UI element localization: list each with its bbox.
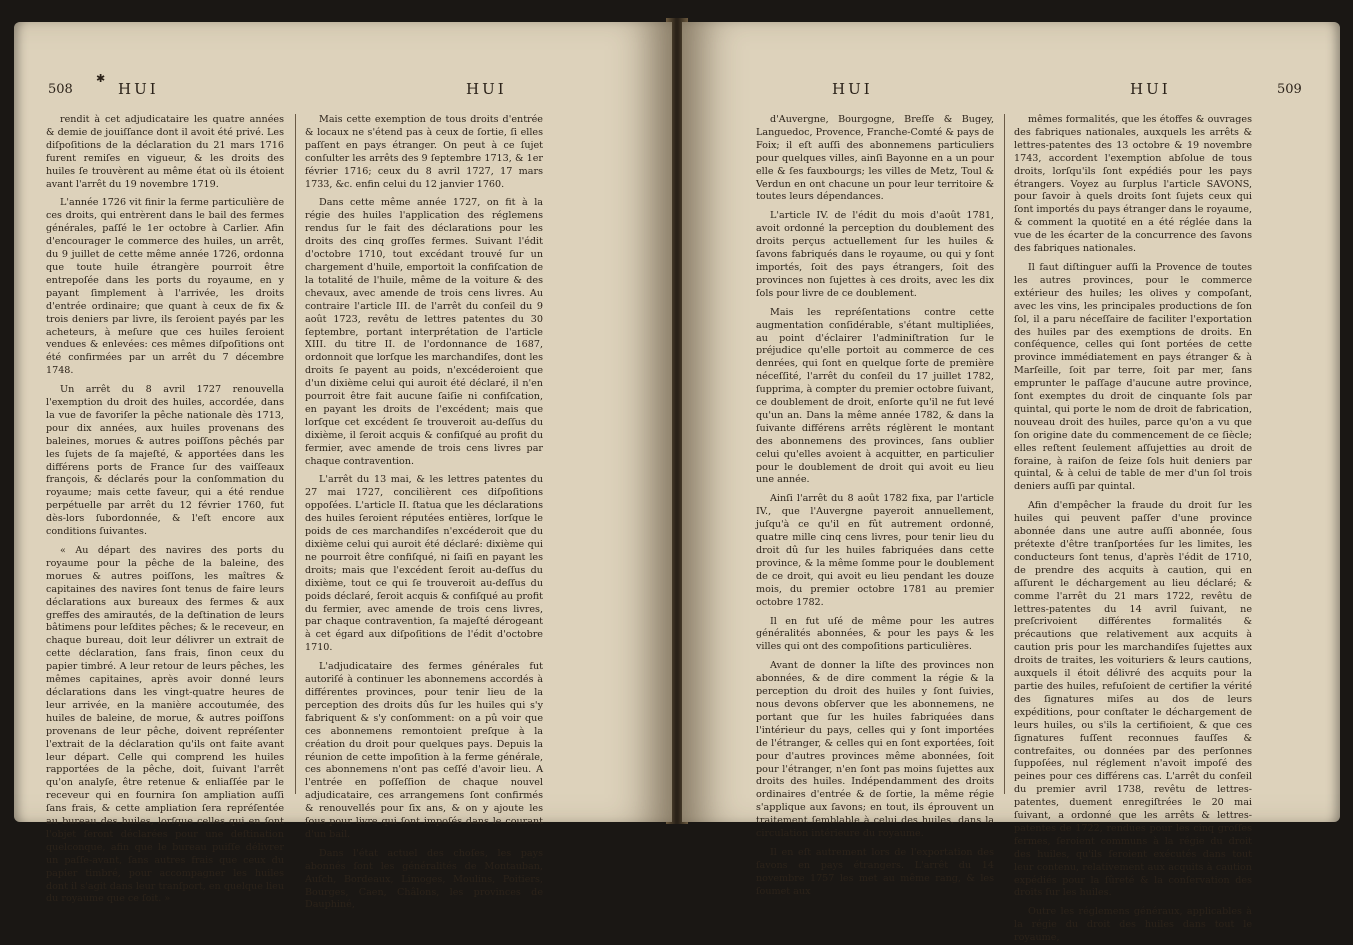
paragraph: Un arrêt du 8 avril 1727 renouvella l'exemption du droit des huiles, accordée, dans la vue de favoriſer la pêche nationale dès 1713, pour dix années, aux huiles provenans des baleines, morues & autres poiſſons pêchés par les ſujets de ſa majeſté, & apportées dans les différens ports de France ſur des vaiſſeaux françois, & déclarés pour la conſommation du royaume; mais cette faveur, qui a été rendue perpétuelle par arrêt du 12 février 1760, fut dès-lors ſubordonnée, & l'eſt encore aux conditions ſuivantes. [46, 384, 284, 538]
paragraph: Ainſi l'arrêt du 8 août 1782 fixa, par l'article IV., que l'Auvergne payeroit annuellement, juſqu'à ce qu'il en fût autrement ordonné, quatre mille cinq cens livres, pour tenir lieu du droit dû ſur les huiles fabriquées dans cette province, & la même ſomme pour le doublement de ce droit, qui avoit eu lieu pendant les douze mois, du premier octobre 1781 au premier octobre 1782. [756, 493, 994, 608]
running-head-left: HUI [118, 80, 159, 98]
paragraph: Il faut diſtinguer auſſi la Provence de toutes les autres provinces, pour le commerce extérieur des huiles; les olives y compoſant, avec les vins, les principales productions de ſon ſol, il a paru néceſſaire de faciliter l'exportation des huiles par des exemptions de droits. En conſéquence, celles qui ſont portées de cette province immédiatement en pays étranger & à Marſeille, ſoit par terre, ſoit par mer, ſans emprunter le paſſage d'aucune autre province, ſont exemptes du droit de cinquante ſols par quintal, qui porte le nom de droit de fabrication, nouveau droit des huiles, parce qu'on a vu que ſon origine date du commencement de ce ſiècle; elles reſtent ſeulement aſſujetties au droit de foraine, à raiſon de ſeize ſols huit deniers par quintal, & à celui de table de mer d'un ſol trois deniers auſſi par quintal. [1014, 261, 1252, 493]
paragraph: L'année 1726 vit finir la ferme particulière de ces droits, qui entrèrent dans le bail des fermes générales, paſſé le 1er octobre à Carlier. Afin d'encourager le commerce des huiles, un arrêt, du 9 juillet de cette même année 1726, ordonna que toute huile étrangère pourroit être entrepoſée dans les ports du royaume, en y payant ſimplement à l'arrivée, les droits d'entrée ordinaire; que quant à ceux de fix & trois deniers par livre, ils ſeroient payés par les acheteurs, à meſure que ces huiles ſeroient vendues & enlevées: ces mêmes diſpoſitions ont été confirmées par un arrêt du 7 décembre 1748. [46, 197, 284, 377]
paragraph: rendit à cet adjudicataire les quatre années & demie de jouiſſance dont il avoit été privé. Les diſpoſitions de la déclaration du 21 mars 1716 furent remiſes en vigueur, & les droits des huiles ſe trouvèrent au même état où ils étoient avant l'arrêt du 19 novembre 1719. [46, 114, 284, 190]
paragraph: Dans cette même année 1727, on fit à la régie des huiles l'application des réglemens rendus ſur le fait des déclarations pour les droits des cinq groſſes fermes. Suivant l'édit d'octobre 1710, tout excédant trouvé ſur un chargement d'huile, emportoit la confiſcation de la totalité de l'huile, même de la voiture & des chevaux, avec amende de trois cens livres. Au contraire l'article III. de l'arrêt du conſeil du 9 août 1723, revêtu de lettres patentes du 30 ſeptembre, portant interprétation de l'article XIII. du titre II. de l'ordonnance de 1687, ordonnoit que lorſque les marchandiſes, dont les droits ſe payent au poids, n'excéderoient que d'un dixième celui qui auroit été déclaré, il n'en pourroit être fait aucune ſaiſie ni confiſcation, en payant les droits de l'excédent; mais que lorſque cet excédent ſe trouveroit au-deſſus du dixième, il ſeroit acquis & confiſqué au profit du fermier, avec amende de trois cens livres par chaque contravention. [305, 197, 543, 467]
paragraph: Dans l'état actuel des choſes, les pays abonnés ſont les généralités de Montauban, Auſch, Bordeaux, Limoges, Moulins, Poitiers, Bourges, Caen, Châlons, les provinces de Dauphiné, [305, 847, 543, 911]
paragraph: « Au départ des navires des ports du royaume pour la pêche de la baleine, des morues & autres poiſſons, les maîtres & capitaines des navires ſont tenus de faire leurs déclarations aux bureaux des fermes & aux greffes des amirautés, de la deſtination de leurs bâtimens pour leſdites pêches; & le receveur, en chaque bureau, doit leur délivrer un extrait de cette déclaration, ſans frais, ſinon ceux du papier timbré. A leur retour de leurs pêches, les mêmes capitaines, après avoir donné leurs déclarations dans les vingt-quatre heures de leur arrivée, en la manière accoutumée, des huiles de baleine, de morue, & autres poiſſons provenans de leur pêche, doivent repréſenter l'extrait de la déclaration qu'ils ont faite avant leur départ. Celle qui comprend les huiles rapportées de la pêche, doit, ſuivant l'arrêt qu'on analyſe, être retenue & enliaſſée par le receveur qui en fournira ſon ampliation auſſi ſans frais, & cette ampliation ſera repréſentée au bureau des huiles, lorſque celles qui en ſont l'objet ſeront déclarées pour une deſtination quelconque, afin que le bureau puiſſe délivrer un paſſe-avant, ſans autres frais que ceux du papier timbré, pour accompagner les huiles dont il s'agit dans leur tranſport, en quelque lieu du royaume que ce ſoit. » [46, 545, 284, 905]
paragraph: L'article IV. de l'édit du mois d'août 1781, avoit ordonné la perception du doublement des droits perçus actuellement ſur les huiles & ſavons fabriqués dans le royaume, ou qui y ſont importés, ſoit des pays étrangers, ſoit des provinces non ſujettes à ces droits, avec les dix ſols pour livre de ce doublement. [756, 210, 994, 299]
paragraph: L'adjudicataire des fermes générales fut autoriſé à continuer les abonnemens accordés à différentes provinces, pour tenir lieu de la perception des droits dûs ſur les huiles qui s'y fabriquent & s'y conſomment: on a pû voir que ces abonnemens remontoient preſque à la création du droit pour quelques pays. Depuis la réunion de cette impoſition à la ferme générale, ces abonnemens n'ont pas ceſſé d'avoir lieu. A l'entrée en poſſeſſion de chaque nouvel adjudicataire, ces arrangemens ſont confirmés & renouvellés pour ſix ans, & on y ajoute les ſous pour livre qui ſont impoſés dans le courant d'un bail. [305, 661, 543, 840]
running-head-right: HUI [1130, 80, 1171, 98]
left-page [14, 22, 672, 911]
text-column-2 [305, 114, 543, 911]
column-rule [295, 114, 296, 794]
right-page [682, 22, 1340, 944]
paragraph: Il en eſt autrement lors de l'exportation des ſavons en pays étrangers. L'arrêt du 14 novembre 1757 les met au même rang, & les ſoumet aux [756, 846, 994, 897]
running-head-left: HUI [832, 80, 873, 98]
text-column-1 [46, 114, 284, 905]
page-number-right: 509 [1277, 82, 1302, 97]
paragraph: L'arrêt du 13 mai, & les lettres patentes du 27 mai 1727, concilièrent ces diſpoſitions oppoſées. L'article II. ſtatua que les déclarations des huiles ſeroient réputées entières, lorſque le poids de ces marchandiſes n'excéderoit que du dixième celui qui auroit été déclaré: dixième qui ne pourroit être confiſqué, ni ſaiſi en payant les droits; mais que l'excédent ſeroit au-deſſus du dixième, tout ce qui ſe trouveroit au-deſſus du poids déclaré, ſeroit acquis & confiſqué au profit du fermier, avec amende de trois cens livres, par chaque contravention, ſa majeſté dérogeant à cet égard aux diſpoſitions de l'édit d'octobre 1710. [305, 474, 543, 654]
paragraph: mêmes formalités, que les étoffes & ouvrages des fabriques nationales, auxquels les arrêts & lettres-patentes des 13 octobre & 19 novembre 1743, accordent l'exemption abſolue de tous droits, lorſqu'ils ſont expédiés pour les pays étrangers. Voyez au ſurplus l'article SAVONS, pour ſavoir à quels droits ſont ſujets ceux qui ſont importés du pays étranger dans le royaume, & comment la quotité en a été réglée dans la vue de les écarter de la concurrence des ſavons des fabriques nationales. [1014, 114, 1252, 255]
paragraph: Mais cette exemption de tous droits d'entrée & locaux ne s'étend pas à ceux de ſortie, ſi elles paſſent en pays étranger. On peut à ce ſujet conſulter les arrêts des 9 ſeptembre 1713, & 1er février 1716; ceux du 8 avril 1727, 17 mars 1733, &c. enfin celui du 12 janvier 1760. [305, 114, 543, 190]
paragraph: Outre les réglemens généraux, applicables à la régie du droit des huiles dans tout le royaume, [1014, 906, 1252, 944]
column-rule [1004, 114, 1005, 794]
paragraph: d'Auvergne, Bourgogne, Breſſe & Bugey, Languedoc, Provence, Franche-Comté & pays de Foix; il eſt auſſi des abonnemens particuliers pour quelques villes, ainſi Bayonne en a un pour elle & ſes fauxbourgs; les villes de Metz, Toul & Verdun en ont chacune un pour leur territoire & toutes leurs dépendances. [756, 114, 994, 203]
open-book [14, 8, 1340, 944]
paragraph: Avant de donner la liſte des provinces non abonnées, & de dire comment la régie & la perception du droit des huiles y ſont ſuivies, nous devons obſerver que les abonnemens, ne portant que ſur les huiles fabriquées dans l'intérieur du pays, celles qui y ſont importées de l'étranger, & celles qui en ſont exportées, ſoit pour d'autres provinces même abonnées, ſoit pour l'étranger, n'en ſont pas moins ſujettes aux droits des huiles. Indépendamment des droits ordinaires d'entrée & de ſortie, la même régie s'applique aux ſavons; en tout, ils éprouvent un traitement ſemblable à celui des huiles, dans la circulation intérieure du royaume. [756, 660, 994, 840]
text-column-2 [1014, 114, 1252, 944]
paragraph: Afin d'empêcher la fraude du droit ſur les huiles qui peuvent paſſer d'une province abonnée dans une autre auſſi abonnée, ſous prétexte d'être tranſportées ſur les limites, les conducteurs ſont tenus, d'après l'édit de 1710, de prendre des acquits à caution, qui en aſſurent le déchargement au lieu déclaré; & comme l'arrêt du 21 mars 1722, revêtu de lettres-patentes du 14 avril ſuivant, ne preſcrivoient différentes formalités & précautions que relativement aux acquits à caution pris pour les marchandiſes ſujettes aux droits de traites, les voituriers & leurs cautions, auxquels il étoit délivré des acquits pour la partie des huiles, refuſoient de certifier la vérité des ſignatures miſes au dos de leurs expéditions, pour conſtater le déchargement de leurs huiles, ou s'ils la certifioient, & que ces ſignatures fuſſent reconnues fauſſes & contrefaites, ou données par des perſonnes ſuppoſées, nul réglement n'avoit impoſé des peines pour ces différens cas. L'arrêt du conſeil du premier avril 1738, revêtu de lettres-patentes, duement enregiſtrées le 20 mai ſuivant, a ordonné que les arrêts & lettres-patentes de 1722, rendues pour les cinq groſſes fermes, ſeroient communs à la régie du droit des huiles, qu'ils ſeroient exécutés dans tout leur contenu, relativement aux acquits à caution expédiés pour la ſûreté & la conſervation des droits ſur les huiles. [1014, 500, 1252, 899]
ornament-star: ✱ [96, 72, 106, 85]
running-head-right: HUI [466, 80, 507, 98]
page-number-left: 508 [48, 82, 73, 97]
paragraph: Mais les repréſentations contre cette augmentation conſidérable, s'étant multipliées, au point d'éclairer l'adminiſtration ſur le préjudice qu'elle portoit au commerce de ces denrées, qui ſont en quelque ſorte de première néceſſité, l'arrêt du conſeil du 17 juillet 1782, ſupprima, à compter du premier octobre ſuivant, ce doublement de droit, enſorte qu'il ne fut levé qu'un an. Dans la même année 1782, & dans la ſuivante différens arrêts réglèrent le montant des abonnemens des provinces, ſans oublier celui qu'elles avoient à acquitter, en particulier pour le doublement de droit qui avoit eu lieu une année. [756, 306, 994, 486]
text-column-1 [756, 114, 994, 897]
paragraph: Il en fut uſé de même pour les autres généralités abonnées, & pour les pays & les villes qui ont des compoſitions particulières. [756, 615, 994, 653]
